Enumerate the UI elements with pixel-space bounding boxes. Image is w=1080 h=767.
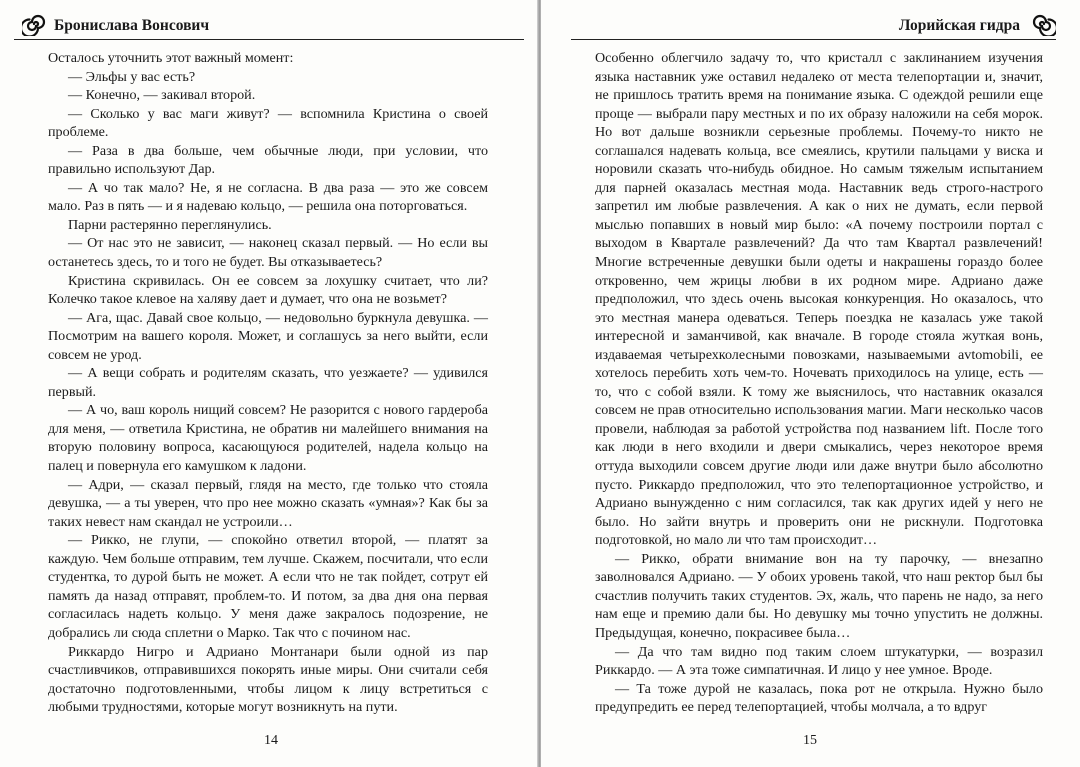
right-header-rule: [571, 39, 1056, 40]
paragraph: — Рикко, не глупи, — спокойно ответил второй, — платят за каждую. Чем больше отправим, тем лучше. Скажем, посчитали, что если студентка, то дурой быть не может. А если что не так пойдет, сотрут ей память да назад отправят, проблем-то. И потом, за два дня она первая согласилась надеть кольцо. У меня даже закралось подозрение, не добрались ли сюда сплетни о Марко. Так что с почином нас.: [48, 532, 488, 641]
spiral-ornament-icon: [1032, 12, 1056, 36]
paragraph: — Та тоже дурой не казалась, пока рот не открыла. Нужно было предупредить ее перед телепортацией, чтобы молчала, а то вдруг: [595, 680, 1043, 716]
left-header-title: Брониславa Вонсович: [54, 17, 210, 34]
paragraph: — От нас это не зависит, — наконец сказал первый. — Но если вы останетесь здесь, то и того не будет. Вы отказываетесь?: [48, 235, 488, 271]
paragraph: — Адри, — сказал первый, глядя на место, где только что стояла девушка, — а ты уверен, что про нее можно сказать «умная»? Как бы за таких невест нам скандал не устроили…: [48, 476, 488, 530]
paragraph: Кристина скривилась. Он ее совсем за лохушку считает, что ли? Колечко такое клевое на халяву дает и думает, что она не возьмет?: [48, 272, 488, 308]
left-page-text: [48, 49, 488, 717]
paragraph: Осталось уточнить этот важный момент:: [48, 50, 294, 66]
right-page-number: 15: [803, 733, 817, 748]
spiral-ornament-icon: [22, 12, 46, 36]
paragraph: — Эльфы у вас есть?: [68, 68, 196, 85]
paragraph: — Рикко, обрати внимание вон на ту парочку, — внезапно заволновался Адриано. — У обоих уровень такой, что наш ректор был бы счастлив получить таких студентов. Эх, жаль, что парень не надо, за него нам еще и премию дали бы. Но девушку мы точно упустить не должны. Предыдущая, конечно, покрасивее была…: [595, 550, 1043, 641]
paragraph: — Конечно, — закивал второй.: [68, 87, 256, 104]
right-page-text: [595, 49, 1043, 717]
paragraph: — А чо, ваш король нищий совсем? Не разорится с нового гардероба для меня, — ответила Кристина, не обратив ни малейшего внимания на вторую половину вопроса, касающуюся родителей, надела кольцо на палец и повернула его камушком к ладони.: [48, 402, 488, 475]
left-page-header: [14, 10, 524, 42]
left-page-number: 14: [264, 733, 278, 748]
paragraph: Парни растерянно переглянулись.: [68, 216, 272, 233]
paragraph: — Да что там видно под таким слоем штукатурки, — возразил Риккардо. — А эта тоже симпатичная. И лицо у нее умное. Вроде.: [595, 643, 1043, 679]
paragraph: — Сколько у вас маги живут? — вспомнила Кристина о своей проблеме.: [48, 105, 488, 141]
paragraph: Риккардо Нигро и Адриано Монтанари были одной из пар счастливчиков, отправившихся покорять иные миры. Они считали себя достаточно подготовленными, чтобы лицом к лицу встретиться с любыми трудностями, которые могут возникнуть на пути.: [48, 643, 488, 716]
paragraph: — А чо так мало? Не, я не согласна. В два раза — это же совсем мало. Раз в пять — и я надеваю кольцо, — решила она поторговаться.: [48, 179, 488, 215]
right-page-header: [541, 10, 1056, 42]
right-header-title: Лорийская гидра: [898, 17, 1020, 34]
right-page: [541, 0, 1080, 767]
paragraph: Особенно облегчило задачу то, что кристалл с заклинанием изучения языка наставник уже оставил недалеко от места телепортации и, значит, не пришлось тратить время на понимание языка. С одеждой решили еще проще — выбрали пару местных и по их образу наложили на себя морок. Но вот дальше возникли серьезные проблемы. Почему-то никто не соглашался надевать кольца, все смеялись, крутили пальцами у виска и норовили сказать что-нибудь обидное. Но самым тяжелым испытанием для парней оказалась местная мода. Наставник ведь строго-настрого запретил им любые развлечения. А как о них не думать, если первой мыслью попавших в новый мир было: «А почему построили портал с выходом в Квартале развлечений? Да что там Квартал развлечений! Многие встреченные девушки были одеты и накрашены гораздо более откровенно, чем жрицы любви в их родном мире. Адриано даже предположил, что здесь очень высокая конкуренция. Но оказалось, что это местная манера одеваться. Теперь поездка не казалась уже такой интересной и заманчивой, как вначале. В городе стояла жуткая вонь, издаваемая четырехколесными повозками, называемыми avtomobili, ее хотелось перебить хоть чем-то. Ночевать приходилось на улице, есть — то, что с собой взяли. К тому же выяснилось, что наставник оказался совсем не прав относительно использования магии. Маги несколько часов провели, наблюдая за работой устройства под названием lift. После того как люди в него входили и двери смыкались, через некоторое время оттуда выходили совсем другие люди или даже внутри было абсолютно пусто. Риккардо предположил, что это телепортационное устройство, и Адриано вынужденно с ним согласился, так как других идей у него не было. Но зайти внутрь и проверить они не рискнули. Подготовка подготовкой, но мало ли что там происходит…: [595, 50, 1043, 549]
left-header-rule: [14, 39, 524, 40]
left-page: [0, 0, 538, 767]
paragraph: — Раза в два больше, чем обычные люди, при условии, что правильно используют Дар.: [48, 142, 488, 178]
paragraph: — А вещи собрать и родителям сказать, что уезжаете? — удивился первый.: [48, 365, 488, 400]
paragraph: — Ага, щас. Давай свое кольцо, — недовольно буркнула девушка. — Посмотрим на вашего короля. Может, и соглашусь за него выйти, если совсем не урод.: [48, 309, 488, 363]
